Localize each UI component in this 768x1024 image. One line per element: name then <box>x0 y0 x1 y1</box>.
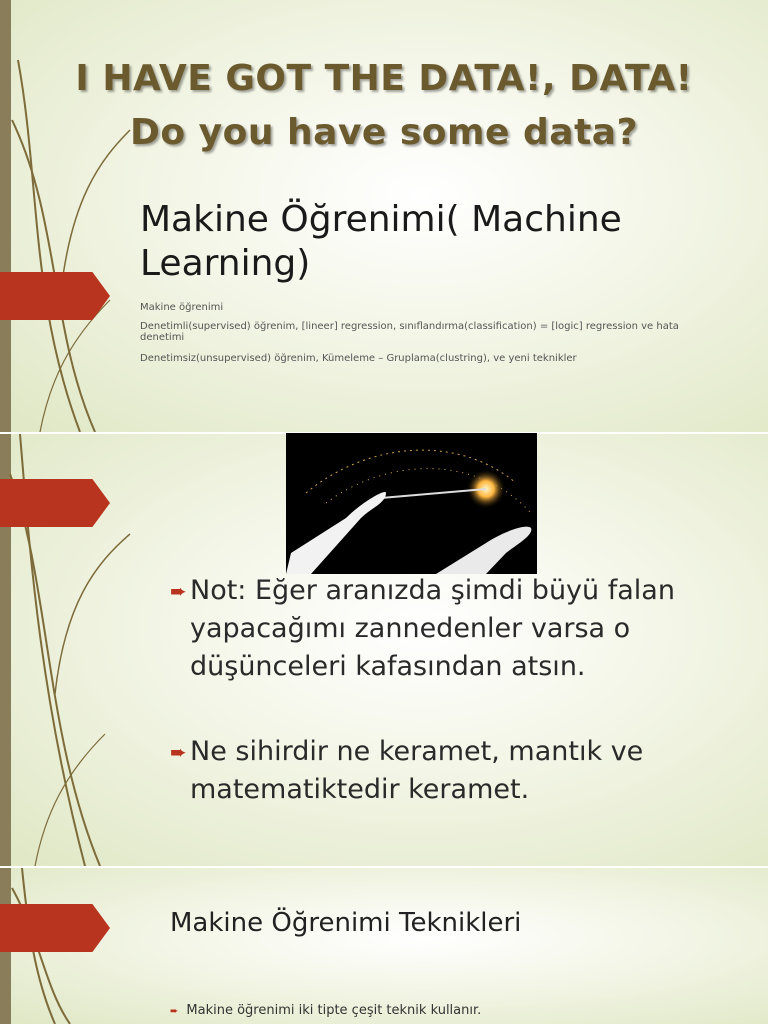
slide-text-line-2: Denetimli(supervised) öğrenim, [lineer] regression, sınıflandırma(classification) = [logic] regression ve hata denetimi <box>140 321 679 343</box>
slide-1 <box>0 0 768 432</box>
slide-text-line-1: Makine öğrenimi <box>140 302 224 313</box>
slide-title-line-1: I HAVE GOT THE DATA!, DATA! <box>75 58 693 99</box>
arrow-bullet-icon: ➨ <box>170 579 187 603</box>
slide-3 <box>0 868 768 1024</box>
arrow-bullet-icon: ➨ <box>170 740 187 764</box>
slide-title-line-2: Do you have some data? <box>130 112 638 153</box>
magic-wand-photo <box>286 433 537 574</box>
arrow-bullet-icon: ➨ <box>170 1006 179 1017</box>
slide-heading: Makine Öğrenimi( Machine Learning) <box>140 199 622 284</box>
slide-arrow-tab <box>0 904 110 952</box>
bullet-item <box>170 572 730 686</box>
bullet-text: Not: Eğer aranızda şimdi büyü falan yapacağımı zannedenler varsa o düşünceleri kafasından atsın. <box>190 575 675 682</box>
bullet-item <box>170 733 730 809</box>
bullet-text: Ne sihirdir ne keramet, mantık ve matematiktedir keramet. <box>190 736 644 805</box>
bullet-item <box>170 1003 481 1018</box>
magic-wand-gloves-icon <box>286 433 537 574</box>
slide-arrow-tab <box>0 272 110 320</box>
bullet-text: Makine öğrenimi iki tipte çeşit teknik kullanır. <box>186 1003 482 1018</box>
slide-heading: Makine Öğrenimi Teknikleri <box>170 908 522 938</box>
slide-text-line-3: Denetimsiz(unsupervised) öğrenim, Kümeleme – Gruplama(clustring), ve yeni teknikler <box>140 353 577 364</box>
slide-arrow-tab <box>0 479 110 527</box>
